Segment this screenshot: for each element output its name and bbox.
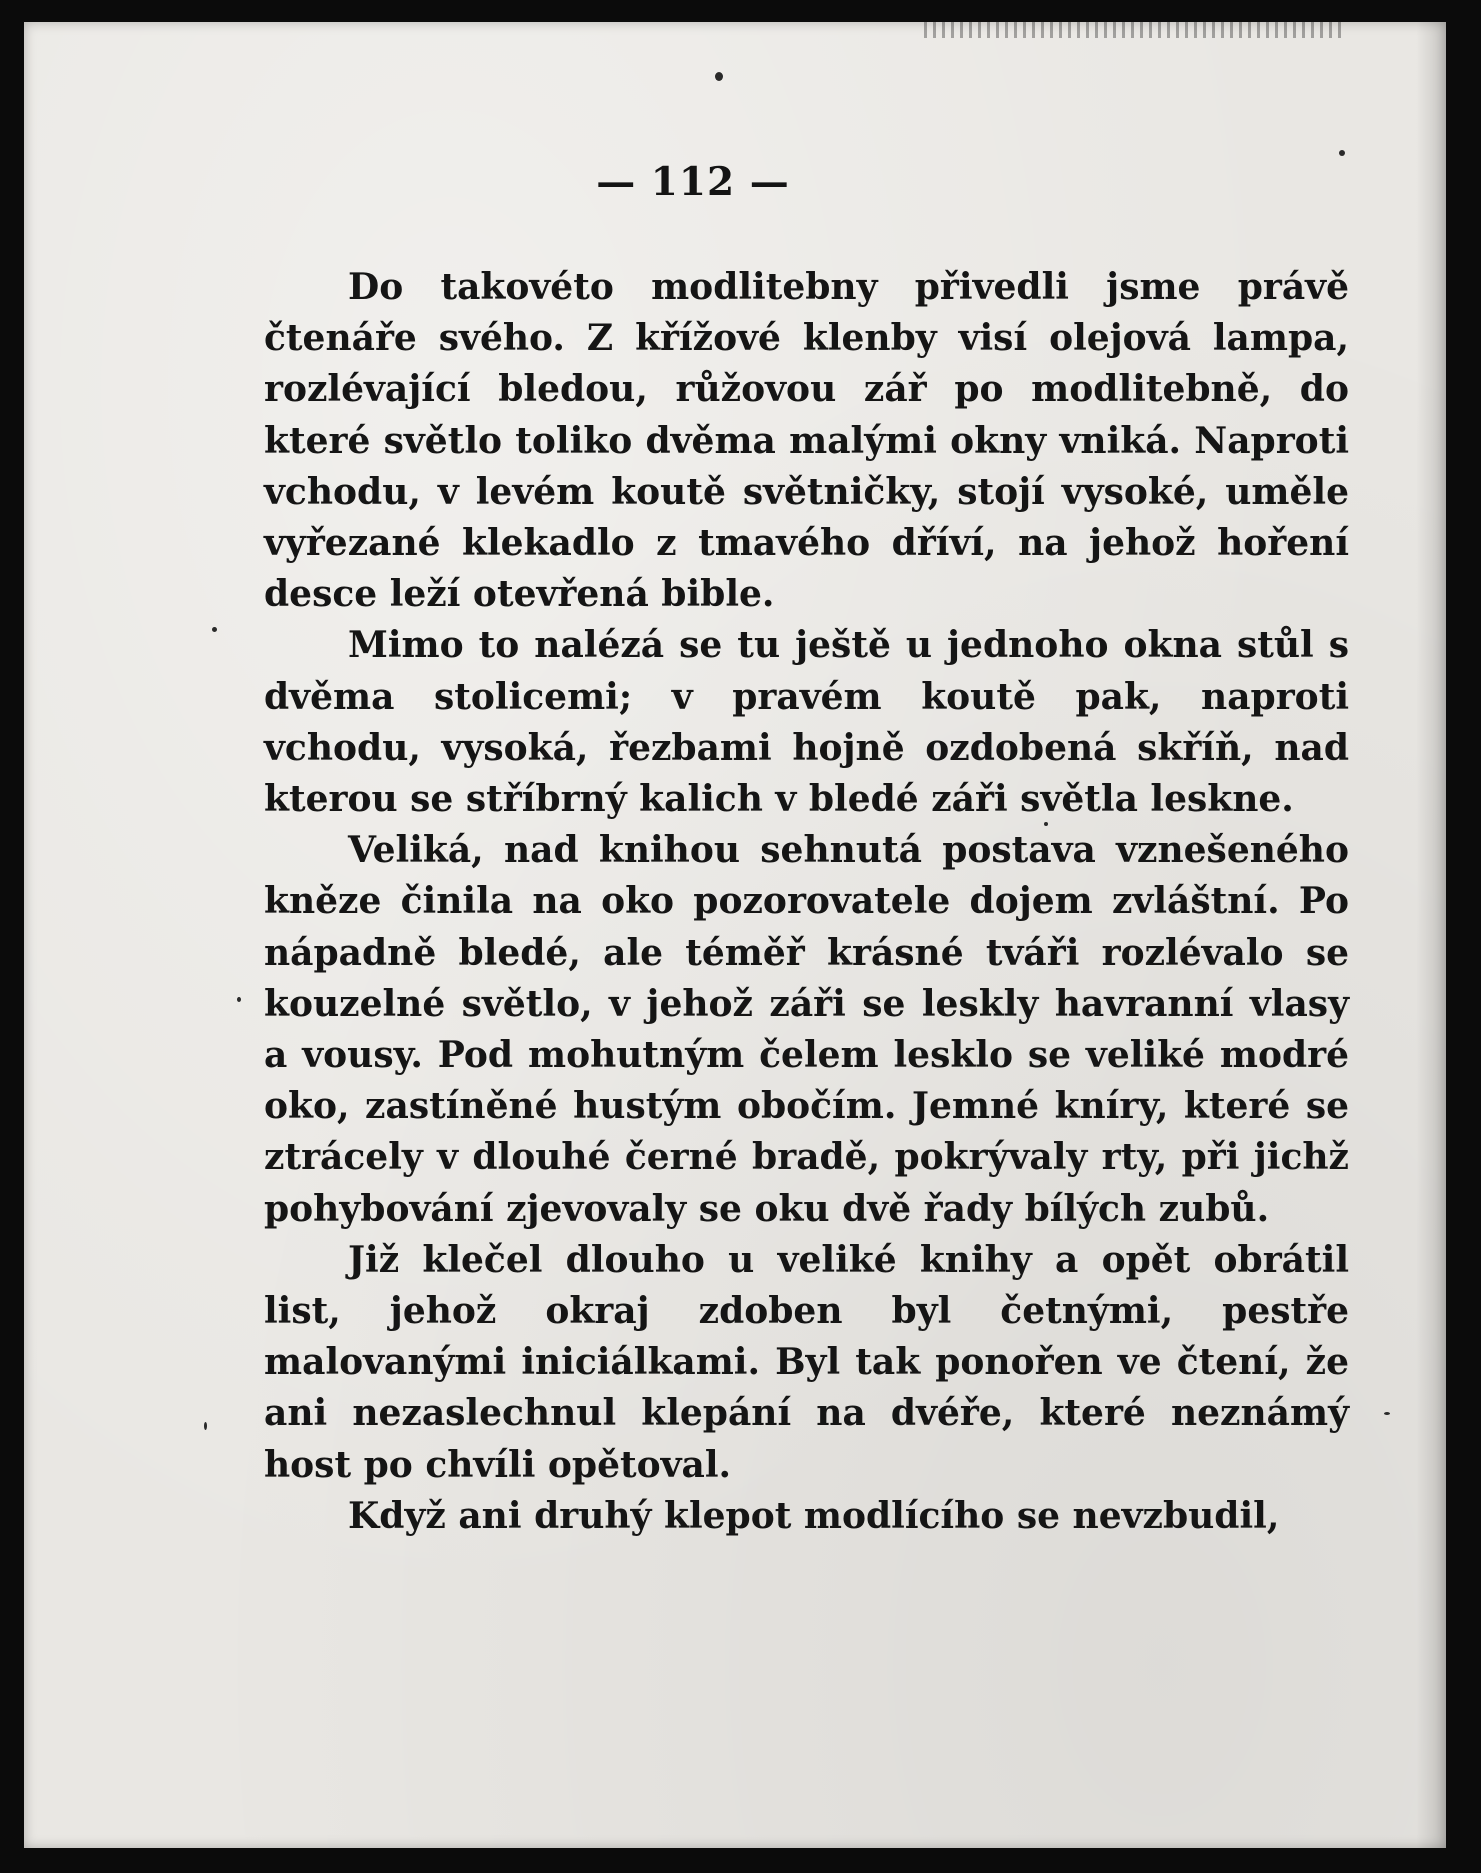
paragraph: Do takovéto modlitebny přivedli jsme právě čtenáře svého. Z křížové klenby visí olejová lampa, rozlévající bledou, růžovou zář po modlitebně, do které světlo toliko dvěma malými okny vniká. Naproti vchodu, v levém koutě světničky, stojí vysoké, uměle vyřezané klekadlo z tmavého dříví, na jehož hoření desce leží otevřená bible. (264, 266, 1349, 616)
ink-speck (1384, 1412, 1390, 1415)
ink-speck (237, 997, 241, 1002)
ink-speck (212, 627, 217, 632)
page-edge-shadow (1416, 22, 1446, 1848)
paragraph: Již klečel dlouho u veliké knihy a opět obrátil list, jehož okraj zdoben byl četnými, pestře malovanými iniciálkami. Byl tak ponořen ve čtení, že ani nezaslechnul klepání na dvéře, které neznámý host po chvíli opětoval. (264, 1238, 1349, 1486)
paragraph: Mimo to nalézá se tu ještě u jednoho okna stůl s dvěma stolicemi; v pravém koutě pak, naproti vchodu, vysoká, řezbami hojně ozdobená skříň, nad kterou se stříbrný kalich v bledé záři světla leskne. (264, 624, 1349, 821)
paragraph: Když ani druhý klepot modlícího se nevzbudil, (348, 1494, 1280, 1537)
ink-speck (1339, 150, 1345, 156)
book-page (24, 22, 1446, 1848)
ink-speck (715, 72, 723, 81)
ink-speck (204, 1422, 207, 1430)
scan-edge-noise (924, 22, 1344, 38)
body-text (264, 262, 1349, 1542)
page-number: — 112 — (596, 159, 790, 205)
paragraph: Veliká, nad knihou sehnutá postava vznešeného kněze činila na oko pozorovatele dojem zvláštní. Po nápadně bledé, ale téměř krásné tváři rozlévalo se kouzelné světlo, v jehož záři se leskly havranní vlasy a vousy. Pod mohutným čelem lesklo se veliké modré oko, zastíněné hustým obočím. Jemné kníry, které se ztrácely v dlouhé černé bradě, pokrývaly rty, při jichž pohybování zjevovaly se oku dvě řady bílých zubů. (264, 829, 1349, 1230)
